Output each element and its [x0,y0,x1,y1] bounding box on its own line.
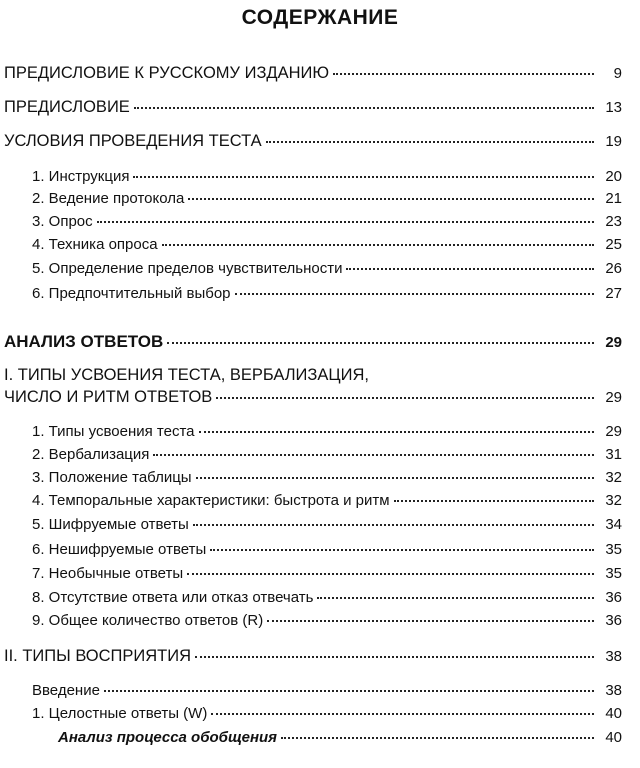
toc-page-number: 9 [613,65,622,82]
toc-entry-text: II. ТИПЫ ВОСПРИЯТИЯ [4,647,192,665]
dot-leader [394,500,594,502]
toc-entry-text: 5. Шифруемые ответы [32,516,189,533]
toc-entry-text: 1. Целостные ответы (W) [32,705,208,722]
toc-page-number: 25 [605,236,622,253]
dot-leader [134,107,594,109]
toc-entry-text: 1. Типы усвоения теста [32,423,195,440]
toc-entry-types-line1: I. ТИПЫ УСВОЕНИЯ ТЕСТА, ВЕРБАЛИЗАЦИЯ, [4,366,369,384]
dot-leader [187,573,594,575]
toc-entry-uncoded-responses [32,541,622,558]
dot-leader [195,656,594,658]
toc-entry-temporal [32,492,622,509]
dot-leader [133,176,594,178]
toc-entry-generalization-analysis [58,729,622,746]
dot-leader [97,221,594,223]
dot-leader [193,524,594,526]
dot-leader [196,477,594,479]
toc-entry-text: Анализ процесса обобщения [58,729,278,746]
toc-entry-text: АНАЛИЗ ОТВЕТОВ [4,332,164,351]
dot-leader [210,549,594,551]
toc-page-number: 31 [605,446,622,463]
toc-entry-text: ПРЕДИСЛОВИЕ [4,98,130,116]
toc-page-number: 23 [605,213,622,230]
toc-entry-preface [4,98,622,117]
dot-leader [281,737,594,739]
dot-leader [153,454,594,456]
toc-entry-whole-responses [32,705,622,722]
toc-entry-inquiry [32,213,622,230]
toc-entry-unusual-responses [32,565,622,582]
toc-page-number: 29 [605,389,622,406]
toc-page-number: 35 [605,541,622,558]
toc-page-number: 38 [605,682,622,699]
toc-page-number: 19 [605,133,622,150]
toc-entry-text: 3. Положение таблицы [32,469,192,486]
dot-leader [333,73,594,75]
toc-entry-introduction [32,682,622,699]
dot-leader [167,342,594,344]
toc-page-number: 35 [605,565,622,582]
dot-leader [216,397,594,399]
dot-leader [266,141,594,143]
toc-entry-text: 4. Техника опроса [32,236,158,253]
toc-entry-total-responses [32,612,622,629]
toc-page-number: 29 [605,334,622,351]
toc-entry-preface-russian [4,64,622,83]
toc-entry-types-of-assimilation [4,388,622,407]
toc-page-number: 26 [605,260,622,277]
dot-leader [199,431,595,433]
toc-entry-instruction [32,168,622,185]
toc-page-number: 36 [605,612,622,629]
toc-entry-assimilation-types [32,423,622,440]
toc-page-number: 32 [605,469,622,486]
dot-leader [235,293,594,295]
toc-page-number: 20 [605,168,622,185]
toc-entry-sensitivity-limits [32,260,622,277]
toc-entry-text: 4. Темпоральные характеристики: быстрота и ритм [32,492,390,509]
dot-leader [317,597,594,599]
dot-leader [188,198,594,200]
toc-entry-response-analysis [4,332,622,352]
toc-entry-text: УСЛОВИЯ ПРОВЕДЕНИЯ ТЕСТА [4,132,262,150]
toc-entry-protocol [32,190,622,207]
dot-leader [211,713,594,715]
toc-entry-perception-types [4,647,622,666]
toc-page-number: 21 [605,190,622,207]
page-title: СОДЕРЖАНИЕ [241,6,399,29]
toc-page-number: 29 [605,423,622,440]
toc-entry-text: 7. Необычные ответы [32,565,184,582]
toc-page-number: 36 [605,589,622,606]
toc-page-number: 40 [605,729,622,746]
toc-entry-text: 6. Нешифруемые ответы [32,541,207,558]
toc-entry-text: 9. Общее количество ответов (R) [32,612,264,629]
dot-leader [162,244,594,246]
toc-entry-table-position [32,469,622,486]
toc-entry-text: ЧИСЛО И РИТМ ОТВЕТОВ [4,388,213,406]
toc-entry-text: 8. Отсутствие ответа или отказ отвечать [32,589,314,606]
toc-entry-text: 6. Предпочтительный выбор [32,285,231,302]
toc-entry-text: Введение [32,682,100,699]
toc-page-number: 38 [605,648,622,665]
toc-page-number: 40 [605,705,622,722]
dot-leader [104,690,594,692]
dot-leader [346,268,594,270]
toc-page-number: 13 [605,99,622,116]
toc-page-number: 32 [605,492,622,509]
toc-entry-inquiry-technique [32,236,622,253]
toc-entry-text: 2. Вербализация [32,446,150,463]
toc-entry-test-conditions [4,132,622,151]
toc-entry-text: 3. Опрос [32,213,93,230]
toc-entry-coded-responses [32,516,622,533]
toc-entry-no-response [32,589,622,606]
toc-entry-text: 1. Инструкция [32,168,130,185]
toc-entry-text: 2. Ведение протокола [32,190,185,207]
toc-entry-preferred-choice [32,285,622,302]
toc-page-number: 34 [605,516,622,533]
toc-page-number: 27 [605,285,622,302]
dot-leader [267,620,594,622]
toc-entry-text: ПРЕДИСЛОВИЕ К РУССКОМУ ИЗДАНИЮ [4,64,330,82]
toc-entry-verbalization [32,446,622,463]
toc-entry-text: 5. Определение пределов чувствительности [32,260,343,277]
